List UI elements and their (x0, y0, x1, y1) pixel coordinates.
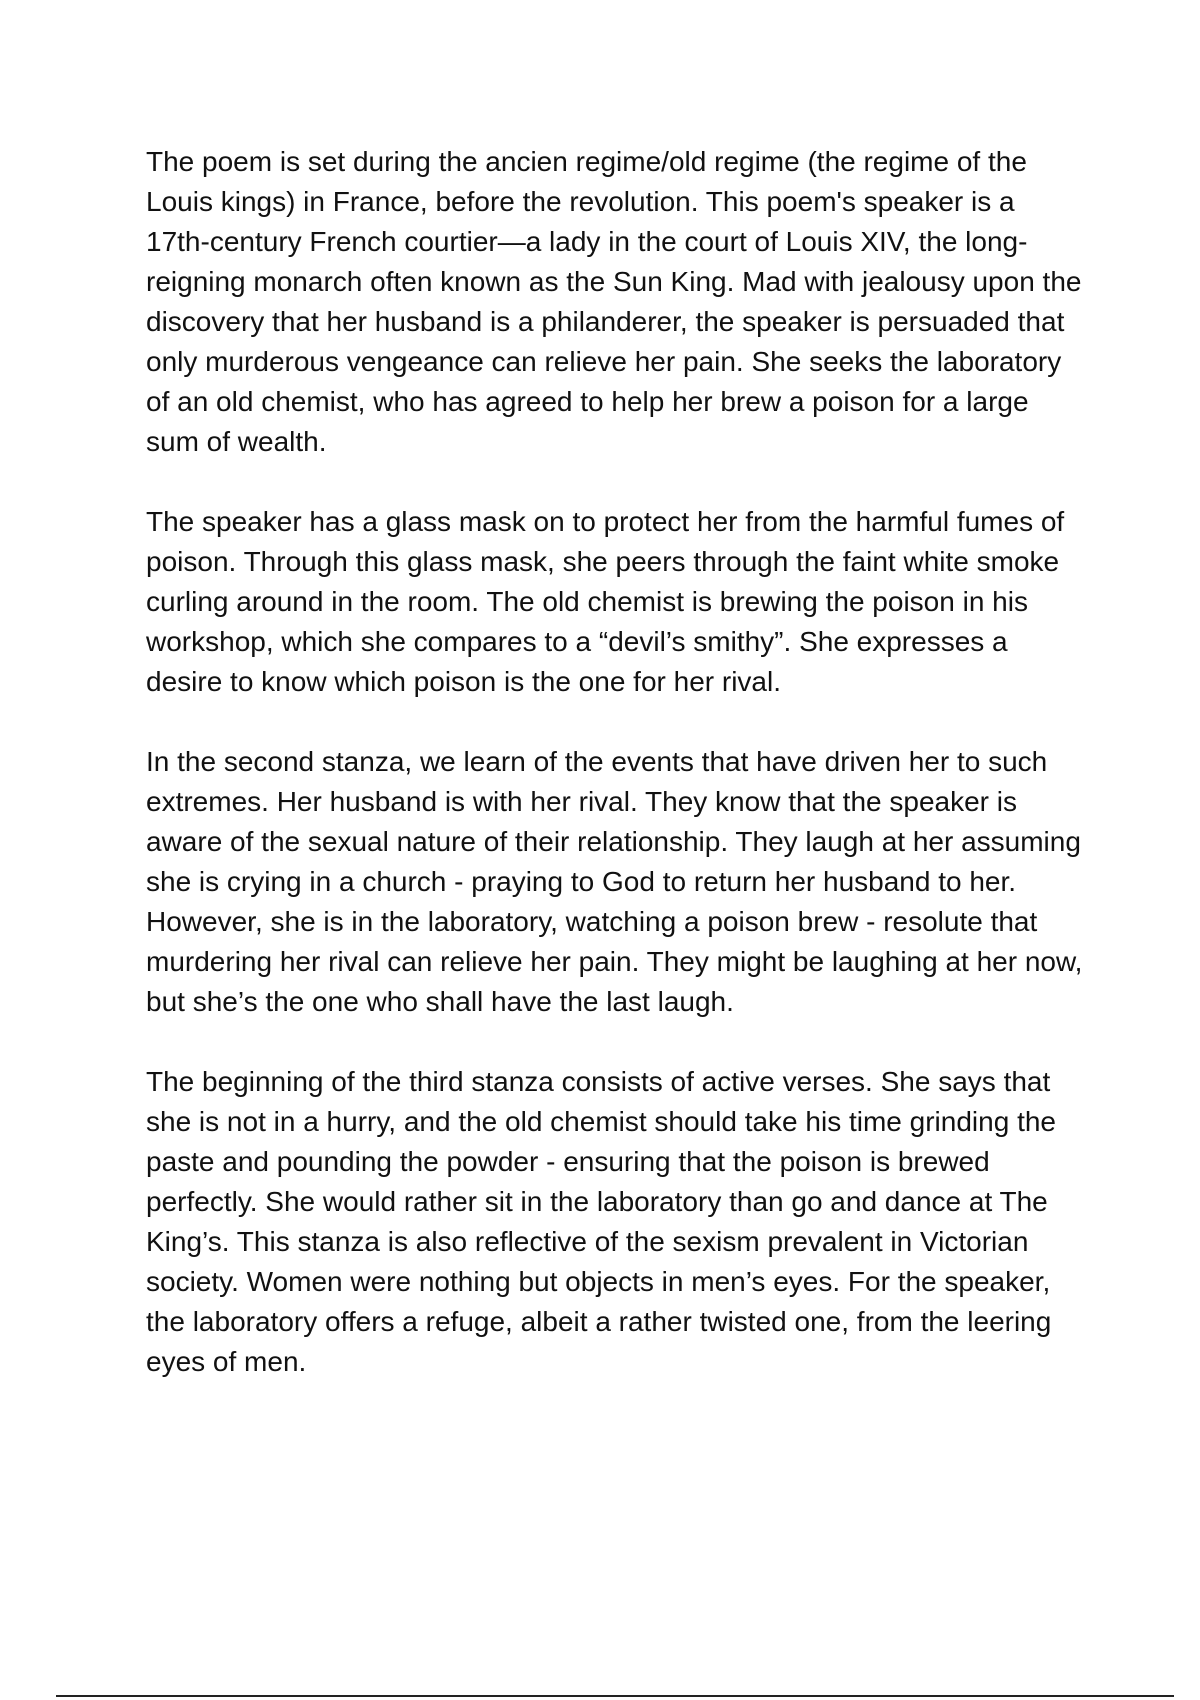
paragraph-glass-mask: The speaker has a glass mask on to protect her from the harmful fumes of poison. Through this glass mask, she peers through the faint white smoke curling around in the room. The old chemist is brewing the poison in his workshop, which she compares to a “devil’s smithy”. She expresses a desire to know which poison is the one for her rival. (146, 506, 1065, 697)
paragraph-third-stanza: The beginning of the third stanza consists of active verses. She says that she is not in a hurry, and the old chemist should take his time grinding the paste and pounding the powder - ensuring that the poison is brewed perfectly. She would rather sit in the laboratory than go and dance at The King’s. This stanza is also reflective of the sexism prevalent in Victorian society. Women were nothing but objects in men’s eyes. For the speaker, the laboratory offers a refuge, albeit a rather twisted one, from the leering eyes of men. (146, 1066, 1056, 1377)
paragraph-second-stanza: In the second stanza, we learn of the events that have driven her to such extremes. Her husband is with her rival. They know that the speaker is aware of the sexual nature of their relationship. They laugh at her assuming she is crying in a church - praying to God to return her husband to her. However, she is in the laboratory, watching a poison brew - resolute that murdering her rival can relieve her pain. They might be laughing at her now, but she’s the one who shall have the last laugh. (146, 746, 1083, 1017)
paragraph-setting: The poem is set during the ancien regime/old regime (the regime of the Louis kings) in France, before the revolution. This poem's speaker is a 17th-century French courtier—a lady in the court of Louis XIV, the long-reigning monarch often known as the Sun King. Mad with jealousy upon the discovery that her husband is a philanderer, the speaker is persuaded that only murderous vengeance can relieve her pain. She seeks the laboratory of an old chemist, who has agreed to help her brew a poison for a large sum of wealth. (146, 146, 1082, 457)
document-body (146, 142, 1086, 1382)
bottom-divider (56, 1695, 1174, 1697)
